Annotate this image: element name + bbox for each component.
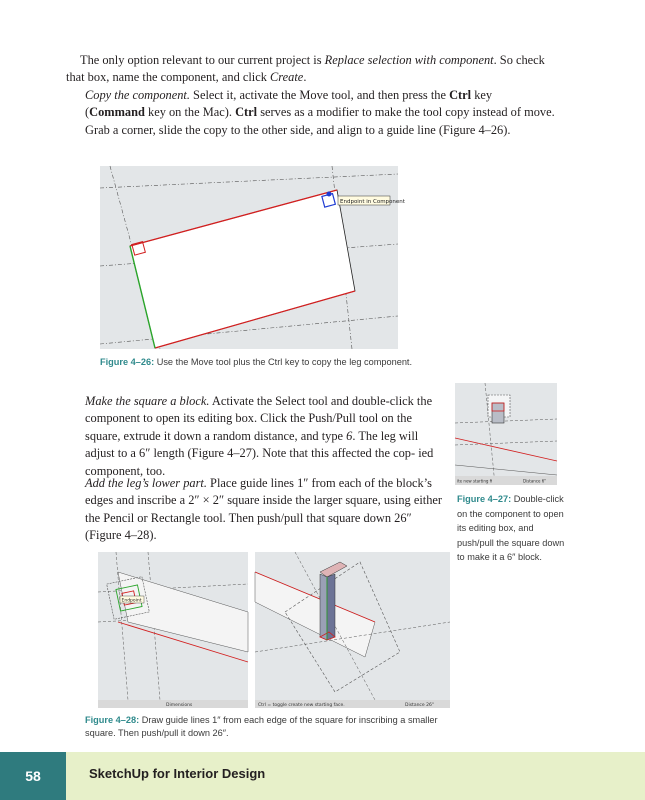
guide-line (455, 419, 557, 423)
status-left: ite new starting fi (457, 478, 493, 484)
figure-4-28-caption (85, 714, 440, 740)
leg-block[interactable] (492, 403, 504, 423)
paragraph-lower-part: Add the leg’s lower part. Place guide lines 1″ from each of the block’s edges and inscribe a 2″ × 2″ square inside the larger square, using either the Pencil or Rectangle tool. Then push/pull that square down 26″ (Figure 4–28). (85, 476, 443, 543)
option-name: Replace selection with component (324, 53, 494, 67)
paragraph-intro: The only option relevant to our current project is Replace selection with component. So check that box, name the component, and click Create. (66, 53, 545, 85)
status-text: Dimensions (166, 703, 193, 708)
key-command: Command (89, 105, 145, 120)
caption-label: Figure 4–28: (85, 715, 140, 725)
tabletop-face (130, 190, 355, 348)
figure-4-28-right (255, 552, 450, 708)
figure-4-27 (455, 383, 557, 485)
step-lead: Add the leg’s lower part. (85, 476, 207, 490)
figure-4-27-caption (457, 492, 565, 565)
guide-line (100, 174, 398, 188)
figure-4-28-left (98, 552, 248, 708)
step-lead: Copy the component. (85, 88, 190, 102)
key-ctrl: Ctrl (235, 105, 258, 120)
figure-4-28-right-drawing (255, 552, 450, 708)
status-hint: Ctrl = toggle create new starting face. (258, 703, 345, 708)
paragraph-copy-component: Copy the component. Select it, activate the Move tool, and then press the Ctrl key (Command key on the Mac). Ctrl serves as a modifier to make the tool copy instead of move. Grab a corner, slide the copy to the other side, and align to a guide line (Figure 4–26). (85, 88, 555, 137)
slab-edge (455, 465, 557, 475)
key-ctrl: Ctrl (449, 88, 472, 102)
figure-4-26-caption (100, 356, 540, 369)
leg-side-face (320, 574, 327, 640)
caption-label: Figure 4–26: (100, 357, 155, 367)
leg-front-face[interactable] (327, 574, 335, 640)
caption-text: Use the Move tool plus the Ctrl key to copy the leg component. (156, 357, 413, 367)
tooltip-text: Endpoint in Component (340, 199, 405, 205)
paragraph-square-block: Make the square a block. Activate the Select tool and double-click the component to open its editing box. Click the Push/Pull tool on the square, extrude it down a random distance, and type 6. The leg will adjust to a 6″ length (Figure 4–27). Note that this affected the cop- ied component, too. (85, 394, 434, 478)
page-number: 58 (0, 752, 66, 800)
caption-text: Double-click on the component to open its editing box, and push/pull the square down to make it a 6″ block. (457, 494, 565, 562)
figure-4-27-drawing (455, 383, 557, 485)
book-title: SketchUp for Interior Design (89, 766, 266, 781)
typed-value: 6 (346, 428, 353, 443)
caption-text: Draw guide lines 1″ from each edge of the square for inscribing a smaller square. Then push/pull it down 26″. (85, 715, 438, 738)
tabletop-face (118, 572, 248, 652)
tooltip-text: Endpoint (121, 598, 142, 604)
create-button-ref: Create (270, 70, 304, 85)
move-cursor-icon (327, 192, 332, 197)
figure-4-28-left-drawing (98, 552, 248, 708)
step-lead: Make the square a block. (85, 394, 210, 408)
caption-label: Figure 4–27: (457, 494, 512, 504)
status-right: Distance 6" (523, 478, 547, 484)
figure-4-26-drawing (100, 166, 405, 349)
figure-4-26 (100, 166, 405, 349)
status-distance: Distance 26" (405, 703, 434, 708)
